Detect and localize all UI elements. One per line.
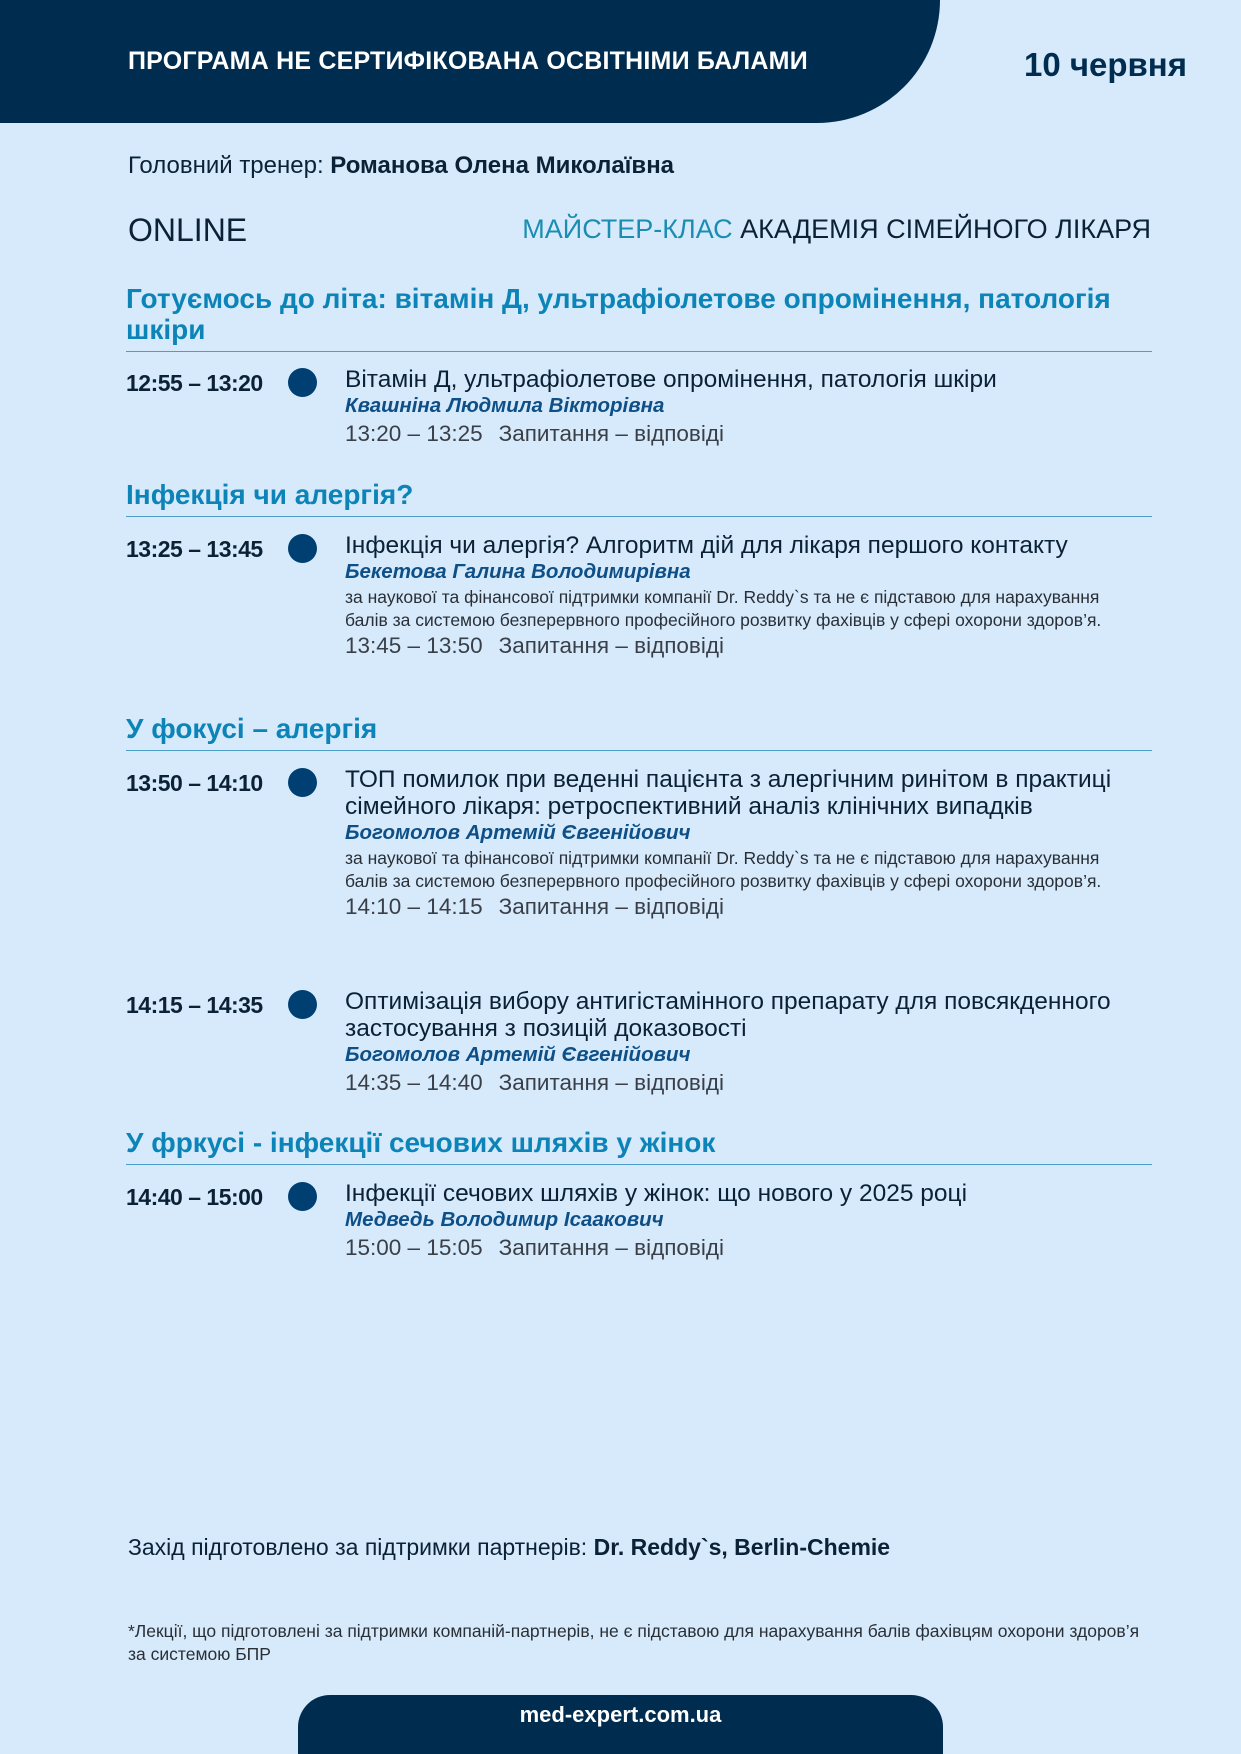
talk-time: 12:55 – 13:20	[126, 370, 263, 396]
talk-body	[345, 988, 1145, 1097]
section-title: Готуємось до літа: вітамін Д, ультрафіолетове опромінення, патологія шкіри	[126, 283, 1152, 352]
talk-title: Оптимізація вибору антигістамінного препарату для повсякденного застосування з позицій доказовості	[345, 988, 1111, 1042]
head-trainer	[128, 152, 674, 180]
qa-time: 14:35 – 14:40	[345, 1070, 483, 1095]
talk-body	[345, 766, 1145, 921]
qa-time: 13:45 – 13:50	[345, 633, 483, 658]
bullet-dot	[288, 990, 317, 1019]
qa-label: Запитання – відповіді	[498, 1235, 724, 1260]
talk-speaker: Медведь Володимир Ісаакович	[345, 1208, 664, 1231]
talk-title: Інфекції сечових шляхів у жінок: що нового у 2025 році	[345, 1180, 968, 1207]
talk-time: 13:50 – 14:10	[126, 770, 263, 796]
trainer-name: Романова Олена Миколаївна	[330, 152, 675, 179]
event-format: ONLINE	[128, 212, 248, 248]
bullet-dot	[288, 368, 317, 397]
bullet-dot	[288, 1182, 317, 1211]
footer-banner	[298, 1695, 943, 1754]
header-banner-text: ПРОГРАМА НЕ СЕРТИФІКОВАНА ОСВІТНІМИ БАЛАМИ	[128, 47, 808, 75]
qa-line	[345, 893, 1145, 921]
talk-body	[345, 366, 1145, 448]
qa-label: Запитання – відповіді	[498, 633, 724, 658]
qa-line	[345, 420, 1145, 448]
talk-time: 13:25 – 13:45	[126, 536, 263, 562]
event-title-accent: МАЙСТЕР-КЛАС	[522, 214, 733, 244]
section-title: Інфекція чи алергія?	[126, 479, 1152, 517]
sponsor-note: за наукової та фінансової підтримки компанії Dr. Reddy`s та не є підставою для нарахування балів за системою безперервного професійного розвитку фахівців у сфері охорони здоров’я.	[345, 587, 1102, 630]
trainer-label: Головний тренер:	[128, 152, 324, 179]
qa-label: Запитання – відповіді	[498, 421, 724, 446]
talk-speaker: Богомолов Артемій Євгенійович	[345, 1043, 691, 1066]
partners-line	[128, 1534, 890, 1561]
qa-label: Запитання – відповіді	[498, 894, 724, 919]
qa-label: Запитання – відповіді	[498, 1070, 724, 1095]
sponsor-note: за наукової та фінансової підтримки компанії Dr. Reddy`s та не є підставою для нарахування балів за системою безперервного професійного розвитку фахівців у сфері охорони здоров’я.	[345, 848, 1102, 891]
website-link[interactable]: med-expert.com.ua	[519, 1702, 722, 1727]
talk-time: 14:15 – 14:35	[126, 992, 263, 1018]
talk-body	[345, 1180, 1145, 1262]
event-title-main: АКАДЕМІЯ СІМЕЙНОГО ЛІКАРЯ	[740, 214, 1151, 244]
event-title	[522, 214, 1151, 245]
section-title: У фркусі - інфекції сечових шляхів у жінок	[126, 1127, 1152, 1165]
qa-line	[345, 1234, 1145, 1262]
talk-title: Вітамін Д, ультрафіолетове опромінення, патологія шкіри	[345, 366, 997, 393]
section-title: У фокусі – алергія	[126, 713, 1152, 751]
talk-speaker: Богомолов Артемій Євгенійович	[345, 821, 691, 844]
talk-title: ТОП помилок при веденні пацієнта з алергічним ринітом в практиці сімейного лікаря: ретроспективний аналіз клінічних випадків	[345, 766, 1112, 820]
qa-time: 14:10 – 14:15	[345, 894, 483, 919]
footnote: *Лекції, що підготовлені за підтримки компаній-партнерів, не є підставою для нарахування балів фахівцям охорони здоров’я за системою БПР	[128, 1621, 1140, 1664]
talk-title: Інфекція чи алергія? Алгоритм дій для лікаря першого контакту	[345, 532, 1068, 559]
talk-body	[345, 532, 1145, 660]
talk-time: 14:40 – 15:00	[126, 1184, 263, 1210]
header-banner	[0, 0, 940, 123]
bullet-dot	[288, 534, 317, 563]
partners-label: Захід підготовлено за підтримки партнерів:	[128, 1534, 588, 1560]
qa-line	[345, 1069, 1145, 1097]
qa-time: 13:20 – 13:25	[345, 421, 483, 446]
talk-speaker: Бекетова Галина Володимирівна	[345, 560, 691, 583]
qa-time: 15:00 – 15:05	[345, 1235, 483, 1260]
bullet-dot	[288, 768, 317, 797]
event-date: 10 червня	[1023, 46, 1187, 83]
partners-names: Dr. Reddy`s, Berlin-Chemie	[593, 1534, 891, 1560]
talk-speaker: Квашніна Людмила Вікторівна	[345, 394, 665, 417]
qa-line	[345, 632, 1145, 660]
